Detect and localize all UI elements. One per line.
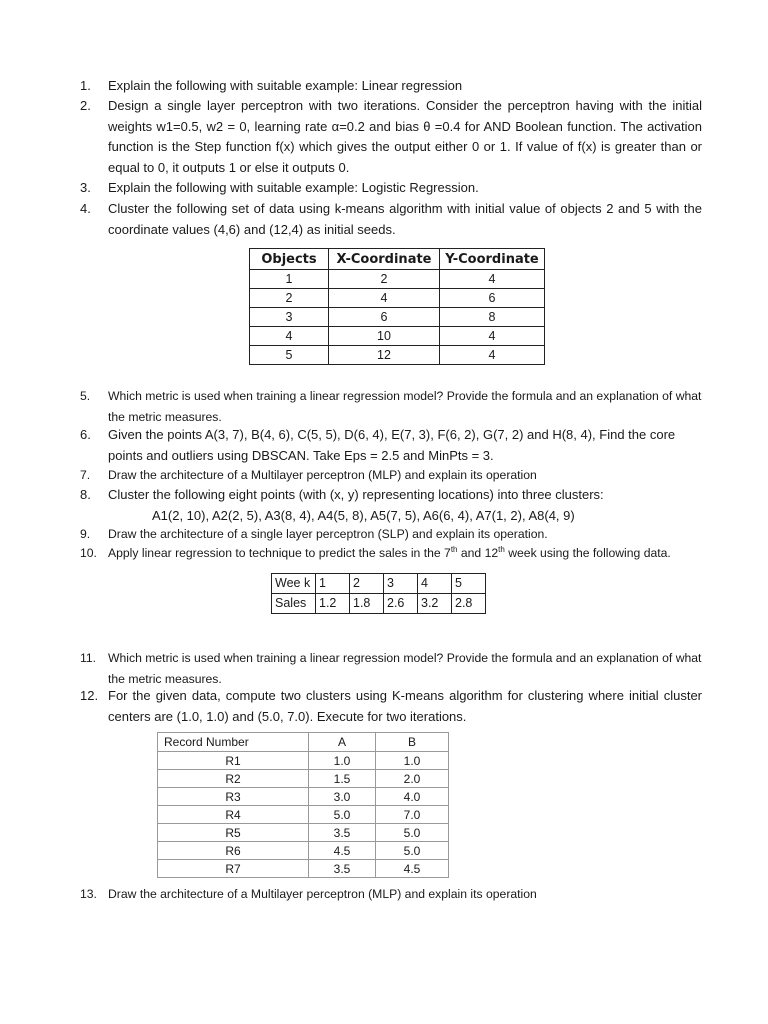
- question-points: A1(2, 10), A2(2, 5), A3(8, 4), A4(5, 8), A5(7, 5), A6(6, 4), A7(1, 2), A8(4, 9): [152, 507, 575, 523]
- table-cell: 8: [440, 308, 545, 327]
- question-number: 11.: [80, 651, 97, 665]
- question-4: [80, 199, 702, 240]
- question-6: [80, 425, 702, 466]
- question-text: Draw the architecture of a single layer perceptron (SLP) and explain its operation.: [108, 527, 548, 541]
- question-7: [80, 465, 702, 486]
- question-number: 4.: [80, 201, 91, 216]
- table-cell: 2: [350, 574, 384, 594]
- question-text: Design a single layer perceptron with two iterations. Consider the perceptron having with the initial weights w1=0.5, w2 = 0, learning rate α=0.2 and bias θ =0.4 for AND Boolean function. The activation function is the Step function f(x) which gives the output either 0 or 1. If value of f(x) is greater than or equal to 0, it outputs 1 or else it outputs 0.: [108, 98, 702, 175]
- question-number: 9.: [80, 527, 91, 541]
- question-3: [80, 178, 702, 199]
- question-number: 12.: [80, 688, 99, 703]
- table-cell: 2.0: [376, 770, 449, 788]
- table-header: Y-Coordinate: [440, 249, 545, 270]
- question-8: [80, 485, 702, 526]
- question-text: Apply linear regression to technique to predict the sales in the 7th and 12th week using the following data.: [108, 544, 671, 560]
- question-text: Explain the following with suitable example: Logistic Regression.: [108, 180, 479, 195]
- table-cell: Wee k: [272, 574, 316, 594]
- table-cell: 1.0: [376, 752, 449, 770]
- sales-data-table: [271, 573, 486, 614]
- table-header-row: [250, 249, 545, 270]
- question-12: [80, 686, 702, 727]
- table-cell: 2: [250, 289, 329, 308]
- table-cell: R7: [158, 860, 309, 878]
- table-row: [158, 824, 449, 842]
- table-cell: 5.0: [309, 806, 376, 824]
- table-cell: 10: [329, 327, 440, 346]
- table-cell: 1.8: [350, 594, 384, 614]
- table-row: [158, 860, 449, 878]
- table-header: Objects: [250, 249, 329, 270]
- table-cell: 3.2: [418, 594, 452, 614]
- question-text: Cluster the following eight points (with (x, y) representing locations) into three clusters:: [108, 487, 604, 502]
- table-cell: R1: [158, 752, 309, 770]
- table-row: [250, 270, 545, 289]
- question-number: 13.: [80, 887, 97, 901]
- question-text: Explain the following with suitable example: Linear regression: [108, 78, 463, 93]
- question-text: Draw the architecture of a Multilayer perceptron (MLP) and explain its operation: [108, 887, 537, 901]
- question-text: For the given data, compute two clusters using K-means algorithm for clustering where initial cluster centers are (1.0, 1.0) and (5.0, 7.0). Execute for two iterations.: [108, 688, 702, 724]
- table-row: [272, 574, 486, 594]
- table-row: [272, 594, 486, 614]
- table-cell: 1: [250, 270, 329, 289]
- table-cell: R3: [158, 788, 309, 806]
- table-cell: 4.5: [376, 860, 449, 878]
- table-cell: R2: [158, 770, 309, 788]
- question-5: [80, 386, 702, 427]
- kmeans-data-table: [249, 248, 545, 365]
- question-text: Given the points A(3, 7), B(4, 6), C(5, 5), D(6, 4), E(7, 3), F(6, 2), G(7, 2) and H(8, 4), Find the core points and outliers using DBSCAN. Take Eps = 2.5 and MinPts = 3.: [108, 427, 676, 463]
- question-number: 7.: [80, 468, 91, 482]
- table-cell: R5: [158, 824, 309, 842]
- question-text: Draw the architecture of a Multilayer perceptron (MLP) and explain its operation: [108, 468, 537, 482]
- table-cell: 4: [440, 270, 545, 289]
- question-number: 10.: [80, 546, 97, 560]
- table-cell: R4: [158, 806, 309, 824]
- table-cell: 4: [440, 346, 545, 365]
- table-cell: 1.0: [309, 752, 376, 770]
- table-cell: 6: [440, 289, 545, 308]
- table-header: B: [376, 733, 449, 752]
- table-cell: Sales: [272, 594, 316, 614]
- question-text: Which metric is used when training a linear regression model? Provide the formula and an explanation of what the metric measures.: [108, 651, 702, 686]
- table-cell: 4.0: [376, 788, 449, 806]
- question-11: [80, 648, 702, 689]
- table-row: [250, 289, 545, 308]
- question-number: 3.: [80, 180, 91, 195]
- question-2: [80, 96, 702, 178]
- table-row: [158, 770, 449, 788]
- table-cell: 3.0: [309, 788, 376, 806]
- table-cell: 1.2: [316, 594, 350, 614]
- table-header: A: [309, 733, 376, 752]
- table-cell: 12: [329, 346, 440, 365]
- question-9: [80, 524, 702, 545]
- table-cell: 4: [418, 574, 452, 594]
- question-text: Cluster the following set of data using k-means algorithm with initial value of objects 2 and 5 with the coordinate values (4,6) and (12,4) as initial seeds.: [108, 201, 702, 237]
- table-cell: 3: [384, 574, 418, 594]
- table-header-row: [158, 733, 449, 752]
- table-cell: 5.0: [376, 824, 449, 842]
- question-number: 1.: [80, 78, 91, 93]
- table-row: [158, 788, 449, 806]
- table-cell: 4: [329, 289, 440, 308]
- table-row: [250, 327, 545, 346]
- question-number: 8.: [80, 487, 91, 502]
- question-13: [80, 884, 702, 905]
- table-cell: 2: [329, 270, 440, 289]
- table-cell: 5.0: [376, 842, 449, 860]
- table-cell: 5: [250, 346, 329, 365]
- table-cell: 4: [440, 327, 545, 346]
- question-1: [80, 76, 702, 97]
- table-row: [158, 752, 449, 770]
- table-cell: 4: [250, 327, 329, 346]
- table-cell: 4.5: [309, 842, 376, 860]
- table-cell: 3.5: [309, 824, 376, 842]
- table-cell: R6: [158, 842, 309, 860]
- table-cell: 1.5: [309, 770, 376, 788]
- table-cell: 3.5: [309, 860, 376, 878]
- table-cell: 7.0: [376, 806, 449, 824]
- question-number: 6.: [80, 427, 91, 442]
- table-cell: 1: [316, 574, 350, 594]
- table-header: X-Coordinate: [329, 249, 440, 270]
- table-cell: 2.8: [452, 594, 486, 614]
- records-data-table: [157, 732, 449, 878]
- question-text: Which metric is used when training a linear regression model? Provide the formula and an explanation of what the metric measures.: [108, 389, 702, 424]
- table-cell: 2.6: [384, 594, 418, 614]
- question-number: 5.: [80, 389, 91, 403]
- table-cell: 5: [452, 574, 486, 594]
- table-row: [158, 806, 449, 824]
- question-10: [80, 543, 702, 564]
- table-row: [158, 842, 449, 860]
- table-cell: 3: [250, 308, 329, 327]
- question-number: 2.: [80, 98, 91, 113]
- table-header: Record Number: [158, 733, 309, 752]
- table-row: [250, 308, 545, 327]
- table-row: [250, 346, 545, 365]
- table-cell: 6: [329, 308, 440, 327]
